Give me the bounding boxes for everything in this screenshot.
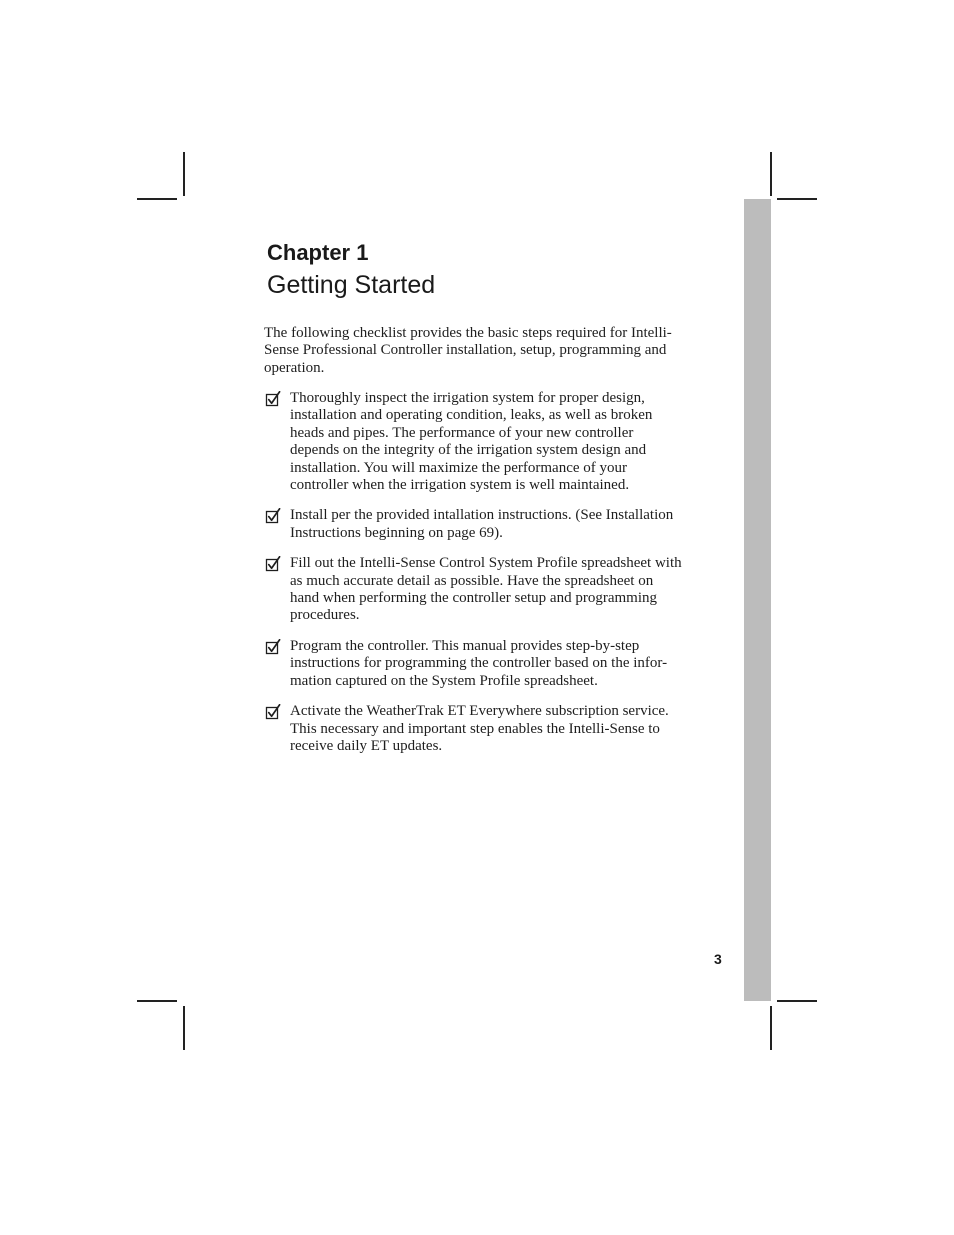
chapter-side-tab <box>744 199 771 1001</box>
checklist-item-line: mation captured on the System Profile spreadsheet. <box>290 672 598 689</box>
crop-mark-bottom-left-horizontal <box>137 1000 177 1002</box>
checklist-item-line: heads and pipes. The performance of your new controller <box>290 424 634 441</box>
checklist-item-line: as much accurate detail as possible. Have the spreadsheet on <box>290 572 654 589</box>
checklist <box>264 390 704 768</box>
checklist-item-line: installation and operating condition, leaks, as well as broken <box>290 407 653 424</box>
checklist-item <box>264 703 704 755</box>
checklist-item <box>264 555 704 625</box>
checklist-item-line: Thoroughly inspect the irrigation system for proper design, <box>290 390 645 406</box>
checklist-item-line: depends on the integrity of the irrigation system design and <box>290 442 647 459</box>
checklist-item <box>264 638 704 690</box>
checklist-item-line: hand when performing the controller setup and programming <box>290 590 657 607</box>
checklist-item-line: instructions for programming the controller based on the infor- <box>290 655 668 672</box>
checklist-item-line: Instructions beginning on page 69). <box>290 524 503 541</box>
checklist-item-line: receive daily ET updates. <box>290 737 443 754</box>
crop-mark-top-right-vertical <box>770 152 772 196</box>
crop-mark-top-left-vertical <box>183 152 185 196</box>
crop-mark-bottom-left-vertical <box>183 1006 185 1050</box>
checked-box-icon <box>265 704 281 720</box>
checklist-item <box>264 390 704 494</box>
crop-mark-bottom-right-vertical <box>770 1006 772 1050</box>
chapter-number: Chapter 1 <box>267 240 369 265</box>
crop-mark-top-left-horizontal <box>137 198 177 200</box>
crop-mark-top-right-horizontal <box>777 198 817 200</box>
intro-paragraph: The following checklist provides the basic steps required for Intelli-Sense Professional Controller installation, setup, programming and operation. <box>264 325 672 376</box>
chapter-title: Getting Started <box>267 271 436 299</box>
checked-box-icon <box>265 556 281 572</box>
checklist-item-line: Fill out the Intelli-Sense Control System Profile spreadsheet with <box>290 555 682 572</box>
checklist-item <box>264 507 704 542</box>
crop-mark-bottom-right-horizontal <box>777 1000 817 1002</box>
checklist-item-line: Activate the WeatherTrak ET Everywhere subscription service. <box>290 703 669 720</box>
checklist-item-line: Program the controller. This manual provides step-by-step <box>290 637 640 654</box>
checked-box-icon <box>265 391 281 407</box>
checklist-item-line: Install per the provided intallation instructions. (See Installation <box>290 507 674 524</box>
checked-box-icon <box>265 508 281 524</box>
checklist-item-line: controller when the irrigation system is well maintained. <box>290 477 630 494</box>
page-number: 3 <box>714 951 722 967</box>
checked-box-icon <box>265 639 281 655</box>
checklist-item-line: installation. You will maximize the performance of your <box>290 459 628 476</box>
checklist-item-line: This necessary and important step enables the Intelli-Sense to <box>290 720 660 737</box>
checklist-item-line: procedures. <box>290 607 360 624</box>
